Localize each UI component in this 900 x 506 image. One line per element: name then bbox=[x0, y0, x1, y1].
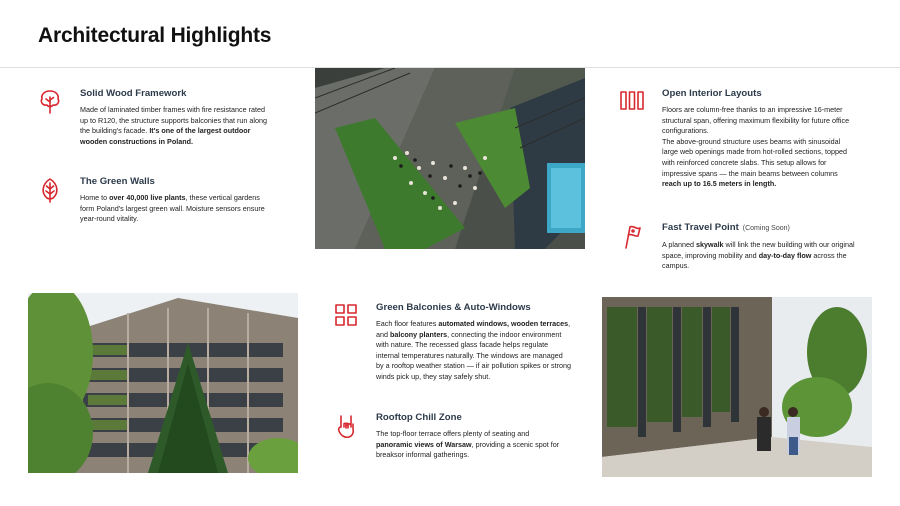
feature-title: Open Interior Layouts bbox=[662, 88, 762, 99]
windows-grid-icon bbox=[334, 302, 358, 330]
feature-text: A planned skywalk will link the new building with our original space, improving mobility and day-to-day flow across the campus. bbox=[662, 240, 855, 271]
flag-icon bbox=[620, 222, 644, 250]
feature-title: Green Balconies & Auto-Windows bbox=[376, 302, 531, 313]
tree-icon bbox=[38, 88, 62, 116]
page-title: Architectural Highlights bbox=[38, 24, 272, 47]
feature-title: Solid Wood Framework bbox=[80, 88, 187, 99]
rock-hand-icon bbox=[334, 412, 358, 440]
feature-text: The top-floor terrace offers plenty of seating and panoramic views of Warsaw, providing a scenic spot for breaksor informal gatherings. bbox=[376, 429, 560, 460]
building-facade-photo bbox=[28, 293, 298, 473]
status-badge: (Coming Soon) bbox=[742, 225, 790, 232]
feature-title: Rooftop Chill Zone bbox=[376, 412, 462, 423]
rooftop-terrace-photo bbox=[315, 68, 585, 249]
feature-text: Floors are column-free thanks to an impressive 16-meter structural span, offering maximum flexibility for future office configurations. bbox=[662, 105, 850, 136]
walkway-photo bbox=[602, 297, 872, 477]
feature-text: The above-ground structure uses beams with sinusoidal large web openings made from hot-rolled sections, topped with reinforced concrete slabs. This setup allows for impressive spans — the main beams between columns reach up to 16.5 meters in length. bbox=[662, 136, 847, 189]
feature-text: Each floor features automated windows, wooden terraces, and balcony planters, connecting the indoor environment with nature. The recessed glass facade helps regulate internal temperatures naturally. The windows are managed by a rooftop weather station — if air pollution spikes or strong winds pick up, they stay safely shut. bbox=[376, 319, 571, 381]
feature-title: The Green Walls bbox=[80, 176, 155, 187]
feature-title: Fast Travel Point (Coming Soon) bbox=[662, 222, 790, 233]
columns-icon bbox=[620, 88, 644, 116]
feature-text: Home to over 40,000 live plants, these vertical gardens form Poland's largest green wall. Moisture sensors ensure year-round vitality. bbox=[80, 193, 265, 224]
feature-text: Made of laminated timber frames with fire resistance rated up to R120, the structure supports balconies that run along the building's facade. It's one of the largest outdoor wooden constructions in Poland. bbox=[80, 105, 267, 146]
leaf-icon bbox=[38, 176, 62, 204]
